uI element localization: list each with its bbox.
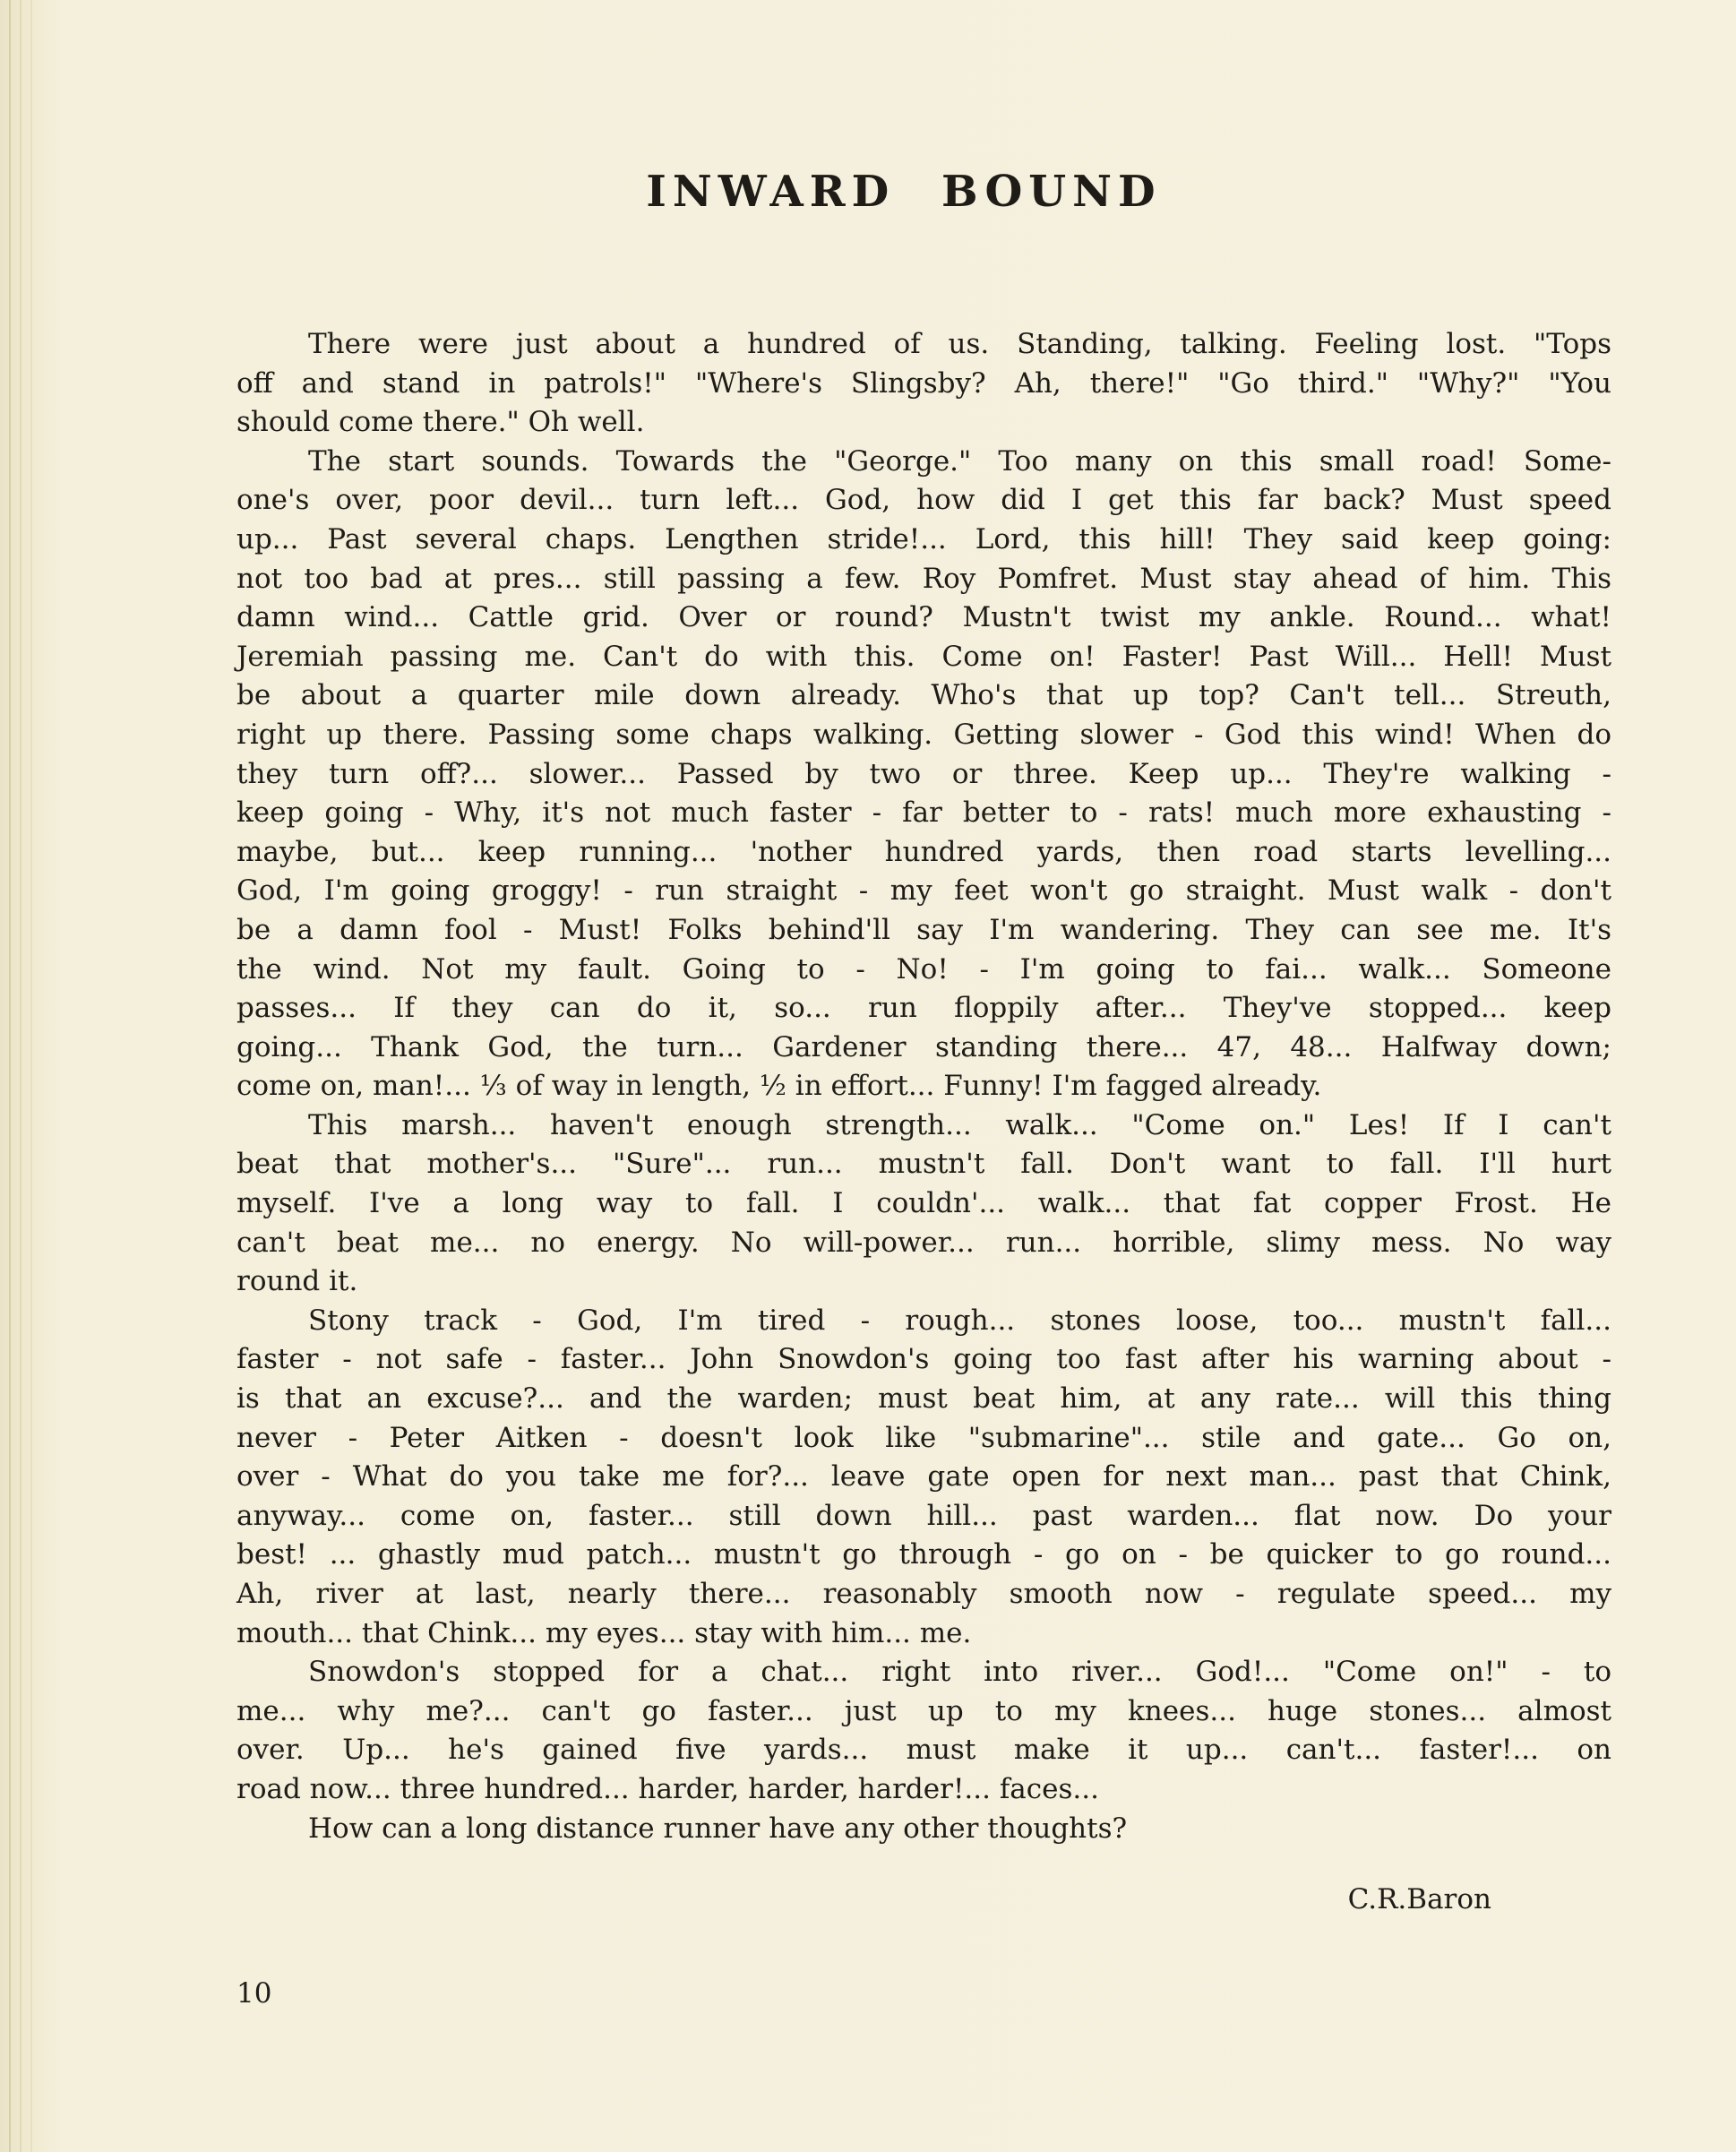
- text-line: be about a quarter mile down already. Who's that up top? Can't tell... Streuth,: [236, 679, 1611, 712]
- text-line: anyway... come on, faster... still down hill... past warden... flat now. Do your: [236, 1499, 1611, 1532]
- text-line: passes... If they can do it, so... run floppily after... They've stopped... keep: [236, 992, 1611, 1025]
- text-line: damn wind... Cattle grid. Over or round? Mustn't twist my ankle. Round... what!: [236, 601, 1611, 634]
- text-line: can't beat me... no energy. No will-power... run... horrible, slimy mess. No way: [236, 1226, 1611, 1259]
- text-line: over - What do you take me for?... leave gate open for next man... past that Chink,: [236, 1460, 1611, 1493]
- article-title: INWARD BOUND: [646, 167, 1162, 217]
- text-line: maybe, but... keep running... 'nother hundred yards, then road starts levelling...: [236, 835, 1611, 868]
- page-edge-line: [9, 0, 11, 2152]
- text-line: is that an excuse?... and the warden; must beat him, at any rate... will this thing: [236, 1382, 1611, 1416]
- text-line: they turn off?... slower... Passed by two or three. Keep up... They're walking -: [236, 757, 1611, 790]
- page-edge-line: [30, 0, 32, 2152]
- page-number: 10: [236, 1977, 272, 2010]
- text-line: There were just about a hundred of us. Standing, talking. Feeling lost. "Tops: [308, 328, 1611, 360]
- text-line: up... Past several chaps. Lengthen stride!... Lord, this hill! They said keep going:: [236, 522, 1611, 555]
- text-line: be a damn fool - Must! Folks behind'll say I'm wandering. They can see me. It's: [236, 913, 1611, 946]
- text-line: right up there. Passing some chaps walking. Getting slower - God this wind! When do: [236, 718, 1611, 751]
- text-line: never - Peter Aitken - doesn't look like "submarine"... stile and gate... Go on,: [236, 1421, 1611, 1454]
- text-line: best! ... ghastly mud patch... mustn't go through - go on - be quicker to go round...: [236, 1538, 1611, 1571]
- text-line: This marsh... haven't enough strength... walk... "Come on." Les! If I can't: [308, 1108, 1611, 1141]
- text-line: faster - not safe - faster... John Snowdon's going too fast after his warning about -: [236, 1343, 1611, 1376]
- text-line: come on, man!... ⅓ of way in length, ½ in effort... Funny! I'm fagged already.: [236, 1070, 1322, 1103]
- text-line: Stony track - God, I'm tired - rough... stones loose, too... mustn't fall...: [308, 1304, 1611, 1337]
- text-line: the wind. Not my fault. Going to - No! - I'm going to fai... walk... Someone: [236, 952, 1611, 986]
- text-line: keep going - Why, it's not much faster - far better to - rats! much more exhausting -: [236, 796, 1611, 830]
- text-line: over. Up... he's gained five yards... must make it up... can't... faster!... on: [236, 1734, 1611, 1767]
- page-edge-line: [20, 0, 21, 2152]
- text-line: How can a long distance runner have any other thoughts?: [308, 1812, 1128, 1845]
- text-line: beat that mother's... "Sure"... run... mustn't fall. Don't want to fall. I'll hurt: [236, 1148, 1611, 1181]
- author-signature: C.R.Baron: [1347, 1883, 1491, 1915]
- text-line: myself. I've a long way to fall. I couldn'... walk... that fat copper Frost. He: [236, 1187, 1611, 1220]
- text-line: Snowdon's stopped for a chat... right into river... God!... "Come on!" - to: [308, 1656, 1611, 1689]
- text-line: round it.: [236, 1265, 358, 1298]
- article-body: [236, 325, 1611, 1848]
- text-line: off and stand in patrols!" "Where's Slingsby? Ah, there!" "Go third." "Why?" "You: [236, 366, 1611, 400]
- text-line: going... Thank God, the turn... Gardener standing there... 47, 48... Halfway down;: [236, 1030, 1611, 1063]
- text-line: God, I'm going groggy! - run straight - my feet won't go straight. Must walk - don't: [236, 874, 1611, 908]
- text-line: The start sounds. Towards the "George." Too many on this small road! Some-: [308, 444, 1611, 478]
- text-line: road now... three hundred... harder, harder, harder!... faces...: [236, 1772, 1099, 1805]
- text-line: should come there." Oh well.: [236, 406, 645, 439]
- text-line: not too bad at pres... still passing a few. Roy Pomfret. Must stay ahead of him. This: [236, 562, 1611, 595]
- text-line: Ah, river at last, nearly there... reasonably smooth now - regulate speed... my: [236, 1578, 1611, 1610]
- text-line: Jeremiah passing me. Can't do with this. Come on! Faster! Past Will... Hell! Must: [236, 640, 1611, 673]
- text-line: me... why me?... can't go faster... just up to my knees... huge stones... almost: [236, 1694, 1611, 1727]
- text-line: mouth... that Chink... my eyes... stay with him... me.: [236, 1616, 972, 1649]
- text-line: one's over, poor devil... turn left... God, how did I get this far back? Must speed: [236, 484, 1611, 517]
